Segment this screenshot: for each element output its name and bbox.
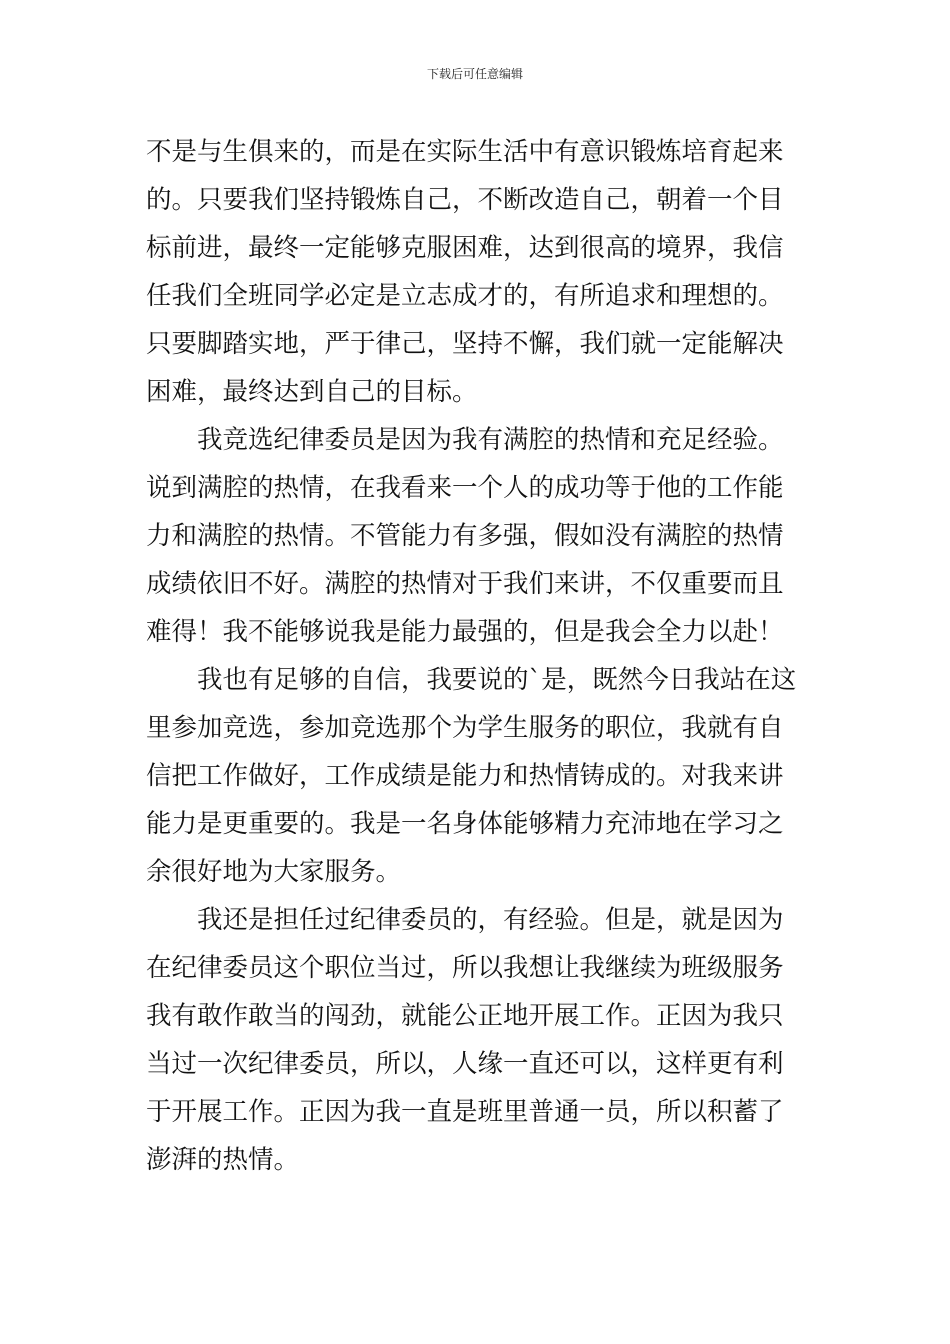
text-line: 不是与生俱来的，而是在实际生活中有意识锻炼培育起来 (146, 137, 784, 167)
text-line: 成绩依旧不好。满腔的热情对于我们来讲，不仅重要而且 (146, 569, 784, 599)
text-line: 于开展工作。正因为我一直是班里普通一员，所以积蓄了 (146, 1097, 784, 1127)
text-line: 当过一次纪律委员，所以，人缘一直还可以，这样更有利 (146, 1049, 784, 1079)
text-line: 能力是更重要的。我是一名身体能够精力充沛地在学习之 (146, 809, 784, 839)
text-line: 的。只要我们坚持锻炼自己，不断改造自己，朝着一个目 (146, 185, 784, 215)
text-line: 力和满腔的热情。不管能力有多强，假如没有满腔的热情 (146, 521, 784, 551)
text-line: 我还是担任过纪律委员的，有经验。但是，就是因为 (197, 905, 784, 935)
text-line: 难得！我不能够说我是能力最强的，但是我会全力以赴！ (146, 617, 784, 647)
text-line: 说到满腔的热情，在我看来一个人的成功等于他的工作能 (146, 473, 784, 503)
text-line: 我也有足够的自信，我要说的`是，既然今日我站在这 (197, 665, 797, 695)
text-line: 我有敢作敢当的闯劲，就能公正地开展工作。正因为我只 (146, 1001, 784, 1031)
text-line: 余很好地为大家服务。 (146, 857, 402, 887)
text-line: 困难，最终达到自己的目标。 (146, 377, 478, 407)
text-line: 我竞选纪律委员是因为我有满腔的热情和充足经验。 (197, 425, 784, 455)
page-header-note: 下载后可任意编辑 (426, 67, 523, 81)
text-line: 信把工作做好，工作成绩是能力和热情铸成的。对我来讲 (146, 761, 784, 791)
body-text (146, 128, 812, 1184)
text-line: 里参加竞选，参加竞选那个为学生服务的职位，我就有自 (146, 713, 784, 743)
text-line: 标前进，最终一定能够克服困难，达到很高的境界，我信 (146, 233, 784, 263)
text-line: 任我们全班同学必定是立志成才的，有所追求和理想的。 (146, 281, 784, 311)
text-line: 只要脚踏实地，严于律己，坚持不懈，我们就一定能解决 (146, 329, 784, 359)
text-line: 澎湃的热情。 (146, 1145, 300, 1175)
text-line: 在纪律委员这个职位当过，所以我想让我继续为班级服务 (146, 953, 784, 983)
